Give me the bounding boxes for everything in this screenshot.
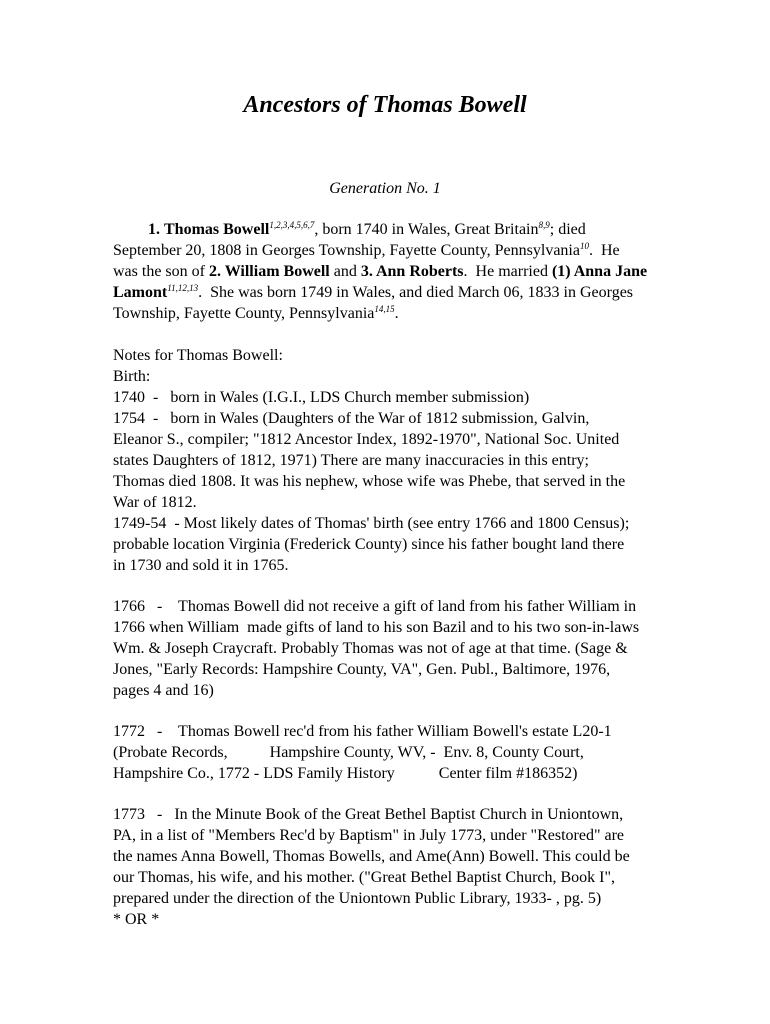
notes-line: Eleanor S., compiler; "1812 Ancestor Index, 1892-1970", National Soc. United	[113, 431, 620, 448]
entry-text: . She was born 1749 in Wales, and died March 06, 1833 in Georges	[198, 284, 634, 301]
notes-line	[113, 764, 577, 784]
notes-line: Wm. & Joseph Craycraft. Probably Thomas was not of age at that time. (Sage &	[113, 640, 628, 657]
notes-line: 1749-54 - Most likely dates of Thomas' birth (see entry 1766 and 1800 Census);	[113, 515, 630, 532]
notes-line: 1766 - Thomas Bowell did not receive a gift of land from his father William in	[113, 598, 637, 615]
notes-line	[113, 743, 584, 763]
notes-line: the names Anna Bowell, Thomas Bowells, and Ame(Ann) Bowell. This could be	[113, 848, 630, 865]
notes-line: 1773 - In the Minute Book of the Great Bethel Baptist Church in Uniontown,	[113, 806, 624, 823]
spouse-refs: 11,12,13	[167, 283, 199, 293]
notes-line: 1772 - Thomas Bowell rec'd from his father William Bowell's estate L20-1	[113, 723, 612, 740]
notes-heading: Notes for Thomas Bowell:	[113, 347, 283, 364]
notes-text: Hampshire Co., 1772 - LDS Family History	[113, 765, 395, 782]
spouse-name: (1) Anna Jane	[551, 263, 648, 280]
notes-line: Thomas died 1808. It was his nephew, whose wife was Phebe, that served in the	[113, 473, 626, 490]
notes-line: 1766 when William made gifts of land to his son Bazil and to his two son-in-laws	[113, 619, 640, 636]
notes-line: 1740 - born in Wales (I.G.I., LDS Church member submission)	[113, 389, 530, 406]
birth-refs: 8,9	[538, 220, 550, 230]
entry-text: . He married	[463, 263, 552, 280]
notes-line: Jones, "Early Records: Hampshire County, VA", Gen. Publ., Baltimore, 1976,	[113, 661, 611, 678]
person-name: Thomas Bowell	[164, 221, 270, 238]
notes-line: pages 4 and 16)	[113, 682, 214, 699]
entry-text: September 20, 1808 in Georges Township, Fayette County, Pennsylvania	[113, 242, 580, 259]
notes-line: War of 1812.	[113, 494, 197, 511]
entry-text: Township, Fayette County, Pennsylvania	[113, 305, 375, 322]
entry-number: 1.	[148, 221, 160, 238]
generation-heading: Generation No. 1	[329, 180, 441, 197]
entry-text: .	[394, 305, 399, 322]
mother-name: 3. Ann Roberts	[360, 263, 464, 280]
residence-refs: 14,15	[374, 304, 395, 314]
death-refs: 10	[579, 241, 589, 251]
entry-text: ; died	[549, 221, 586, 238]
notes-text: Center film #186352)	[438, 765, 578, 782]
notes-line: states Daughters of 1812, 1971) There are many inaccuracies in this entry;	[113, 452, 589, 469]
name-refs: 1,2,3,4,5,6,7	[269, 220, 315, 230]
notes-line: PA, in a list of "Members Rec'd by Baptism" in July 1773, under "Restored" are	[113, 827, 625, 844]
notes-line: prepared under the direction of the Uniontown Public Library, 1933- , pg. 5)	[113, 890, 602, 907]
father-name: 2. William Bowell	[208, 263, 330, 280]
entry-line-3	[113, 262, 647, 282]
entry-line-2	[113, 241, 620, 261]
notes-line: in 1730 and sold it in 1765.	[113, 557, 289, 574]
page-title: Ancestors of Thomas Bowell	[243, 92, 527, 118]
notes-line: probable location Virginia (Frederick County) since his father bought land there	[113, 536, 625, 553]
entry-text: and	[329, 263, 361, 280]
notes-line: 1754 - born in Wales (Daughters of the War of 1812 submission, Galvin,	[113, 410, 590, 427]
entry-line-1	[148, 220, 586, 240]
notes-line: * OR *	[113, 911, 160, 928]
notes-line: Birth:	[113, 368, 151, 385]
spouse-surname: Lamont	[113, 284, 168, 301]
entry-text: , born 1740 in Wales, Great Britain	[314, 221, 539, 238]
notes-text: Hampshire County, WV, - Env. 8, County Court,	[269, 744, 584, 761]
entry-text: . He	[588, 242, 620, 259]
notes-line: our Thomas, his wife, and his mother. ("Great Bethel Baptist Church, Book I",	[113, 869, 616, 886]
notes-text: (Probate Records,	[113, 744, 228, 761]
entry-line-5	[113, 304, 399, 324]
entry-line-4	[113, 283, 633, 303]
entry-text: was the son of	[113, 263, 209, 280]
